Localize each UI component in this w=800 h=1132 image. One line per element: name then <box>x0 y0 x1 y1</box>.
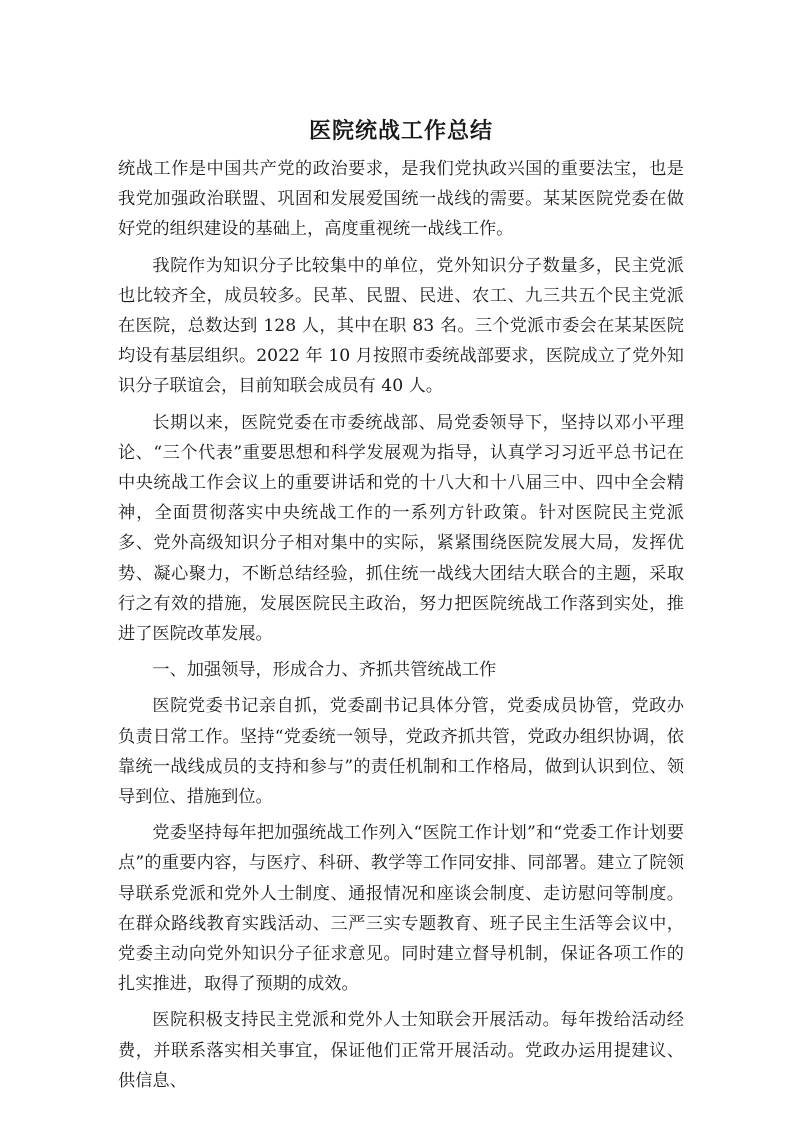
section-paragraph: 党委坚持每年把加强统战工作列入“医院工作计划”和“党委工作计划要点”的重要内容，与医疗、科研、教学等工作同安排、同部署。建立了院领导联系党派和党外人士制度、通报情况和座谈会制度、走访慰问等制度。在群众路线教育实践活动、三严三实专题教育、班子民主生活等会议中，党委主动向党外知识分子征求意见。同时建立督导机制，保证各项工作的扎实推进，取得了预期的成效。 <box>118 823 684 995</box>
document-page <box>118 118 684 1102</box>
section-paragraph: 医院积极支持民主党派和党外人士知联会开展活动。每年拨给活动经费，并联系落实相关事宜，保证他们正常开展活动。党政办运用提建议、供信息、 <box>118 1010 684 1091</box>
body-paragraph: 我院作为知识分子比较集中的单位，党外知识分子数量多，民主党派也比较齐全，成员较多。民革、民盟、民进、农工、九三共五个民主党派在医院，总数达到 128 人，其中在职 83 名。三个党派市委会在某某医院均设有基层组织。2022 年 10 月按照市委统战部要求，医院成立了党外知识分子联谊会，目前知联会成员有 40 人。 <box>118 255 684 397</box>
intro-paragraph: 统战工作是中国共产党的政治要求，是我们党执政兴国的重要法宝，也是我党加强政治联盟、巩固和发展爱国统一战线的需要。某某医院党委在做好党的组织建设的基础上，高度重视统一战线工作。 <box>118 159 684 240</box>
section-heading: 一、加强领导，形成合力、齐抓共管统战工作 <box>152 660 497 681</box>
document-title: 医院统战工作总结 <box>308 119 493 144</box>
section-paragraph: 医院党委书记亲自抓，党委副书记具体分管，党委成员协管，党政办负责日常工作。坚持“党委统一领导，党政齐抓共管，党政办组织协调，依靠统一战线成员的支持和参与”的责任机制和工作格局，做到认识到位、领导到位、措施到位。 <box>118 696 684 808</box>
body-paragraph: 长期以来，医院党委在市委统战部、局党委领导下，坚持以邓小平理论、“三个代表”重要思想和科学发展观为指导，认真学习习近平总书记在中央统战工作会议上的重要讲话和党的十八大和十八届三中、四中全会精神，全面贯彻落实中央统战工作的一系列方针政策。针对医院民主党派多、党外高级知识分子相对集中的实际，紧紧围绕医院发展大局，发挥优势、凝心聚力，不断总结经验，抓住统一战线大团结大联合的主题，采取行之有效的措施，发展医院民主政治，努力把医院统战工作落到实处，推进了医院改革发展。 <box>118 412 684 645</box>
